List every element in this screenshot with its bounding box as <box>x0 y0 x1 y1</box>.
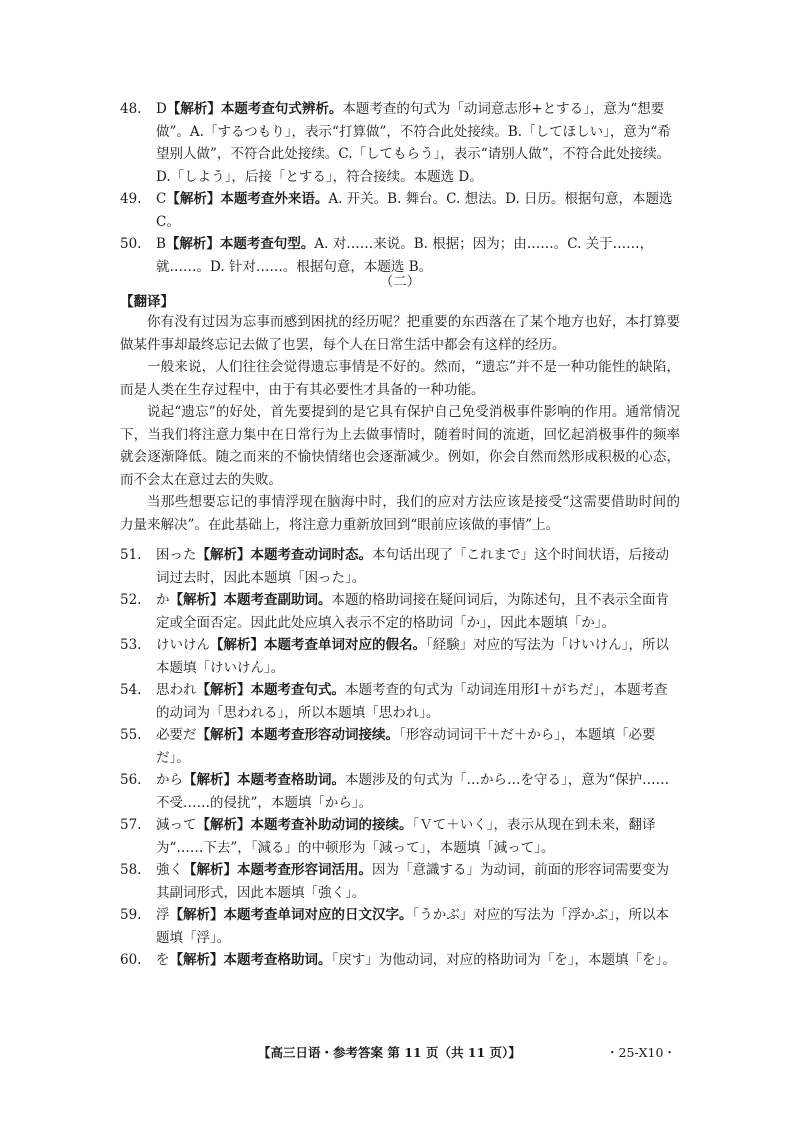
answer-item <box>120 634 680 679</box>
answer-word: 浮 <box>156 907 170 923</box>
footer-page-label: 【高三日语・参考答案 第 11 页（共 11 页）】 <box>258 1045 521 1060</box>
answer-item <box>120 589 680 634</box>
analysis-title: 本题考查形容动词接续。 <box>250 727 399 743</box>
answer-item <box>120 98 680 188</box>
analysis-body: 本题考查的句式为「动词连用形Ⅰ＋がちだ」，本题考查的动词为「思われる」，所以本题填「思われ」。 <box>156 682 668 721</box>
item-number: 49. <box>120 191 142 207</box>
answer-word: 必要だ <box>156 727 197 743</box>
answer-item <box>120 904 680 949</box>
analysis-title: 本题考查单词对应的假名。 <box>264 637 426 653</box>
answer-choice: C <box>156 191 167 207</box>
answer-word: か <box>156 592 170 608</box>
answer-item <box>120 188 680 233</box>
answer-item <box>120 859 680 904</box>
analysis-tag: 【解析】 <box>196 682 251 698</box>
analysis-body: 本题涉及的句式为「…から…を守る」，意为“保护……不受……的侵扰”，本题填「から」。 <box>156 772 670 811</box>
analysis-body: 本句话出现了「これまで」这个时间状语，后接动词过去时，因此本题填「困った」。 <box>156 547 669 586</box>
analysis-tag: 【解析】 <box>169 952 224 968</box>
analysis-title: 本题考查格助词。 <box>237 772 345 788</box>
item-number: 48. <box>120 101 142 117</box>
analysis-tag: 【解析】 <box>165 236 220 252</box>
analysis-title: 本题考查句式辨析。 <box>220 101 343 117</box>
analysis-tag: 【解析】 <box>183 862 237 878</box>
analysis-title: 本题考查动词时态。 <box>250 547 372 563</box>
answer-word: から <box>156 772 183 788</box>
analysis-tag: 【解析】 <box>166 191 221 207</box>
answer-word: けいけん <box>156 637 210 653</box>
item-number: 60. <box>120 952 142 968</box>
analysis-title: 本题考查单词对应的日文汉字。 <box>223 907 413 923</box>
analysis-body: 「うかぶ」对应的写法为「浮かぶ」，所以本题填「浮」。 <box>156 907 669 946</box>
analysis-body: 「Ｖて＋いく」，表示从现在到未来，翻译为“……下去”，「減る」的中顿形为「減って」，本题填「減って」。 <box>156 817 656 856</box>
analysis-body: A. 对……来说。B. 根据；因为；由……。C. 关于……，就……。D. 针对……。根据句意，本题选 B。 <box>156 236 654 275</box>
analysis-body: 因为「意識する」为动词，前面的形容词需要变为其副词形式，因此本题填「強く」。 <box>156 862 669 901</box>
analysis-tag: 【解析】 <box>196 547 251 563</box>
item-number: 54. <box>120 682 142 698</box>
analysis-tag: 【解析】 <box>210 637 264 653</box>
item-number: 51. <box>120 547 142 563</box>
translation-paragraph: 一般来说，人们往往会觉得遗忘事情是不好的。然而，“遗忘”并不是一种功能性的缺陷，而是人类在生存过程中，由于有其必要性才具备的一种功能。 <box>120 359 680 398</box>
analysis-body: 本题考查的句式为「动词意志形+とする」，意为“想要做”。A.「するつもり」，表示“打算做”，不符合此处接续。B.「してほしい」，意为“希望别人做”，不符合此处接续。C.「してもらう」，表示“请别人做”，不符合此处接续。D.「しよう」，后接「とする」，符合接续。本题选 D。 <box>156 101 671 185</box>
translation-paragraph: 当那些想要忘记的事情浮现在脑海中时，我们的应对方法应该是接受“这需要借助时间的力量来解决”。在此基础上，将注意力重新放回到“眼前应该做的事情”上。 <box>120 494 680 533</box>
analysis-tag: 【解析】 <box>183 772 237 788</box>
analysis-body: 「形容动词词干＋だ＋から」，本题填「必要だ」。 <box>156 727 656 766</box>
answer-item <box>120 724 680 769</box>
analysis-title: 本题考查形容词活用。 <box>237 862 372 878</box>
answer-choice: D <box>156 101 167 117</box>
item-number: 50. <box>120 236 142 252</box>
analysis-body: A. 开关。B. 舞台。C. 想法。D. 日历。根据句意，本题选 C。 <box>156 191 673 230</box>
item-number: 59. <box>120 907 142 923</box>
answer-word: 困った <box>156 547 197 563</box>
answer-item <box>120 949 680 972</box>
answer-item <box>120 814 680 859</box>
item-number: 52. <box>120 592 142 608</box>
answer-word: 強く <box>156 862 183 878</box>
answer-word: 減って <box>156 817 197 833</box>
item-number: 56. <box>120 772 142 788</box>
answer-item <box>120 679 680 724</box>
analysis-tag: 【解析】 <box>169 907 224 923</box>
item-number: 55. <box>120 727 142 743</box>
analysis-title: 本题考查副助词。 <box>223 592 332 608</box>
analysis-title: 本题考查外来语。 <box>220 191 329 207</box>
analysis-title: 本题考查句型。 <box>219 236 315 252</box>
section-title: （二） <box>379 274 421 290</box>
answer-item <box>120 544 680 589</box>
answer-word: を <box>156 952 170 968</box>
answers-48-50 <box>120 98 680 278</box>
item-number: 57. <box>120 817 142 833</box>
analysis-body: 本题的格助词接在疑问词后，为陈述句，且不表示全面肯定或全面否定。因此此处应填入表示不定的格助词「か」，因此本题填「か」。 <box>156 592 669 631</box>
answer-choice: B <box>156 236 166 252</box>
analysis-title: 本题考查补助动词的接续。 <box>250 817 413 833</box>
footer-paper-code: ・25-X10・ <box>606 1045 676 1060</box>
analysis-body: 「経験」对应的写法为「けいけん」，所以本题填「けいけん」。 <box>156 637 669 676</box>
analysis-body: 「戻す」为他动词，对应的格助词为「を」，本题填「を」。 <box>331 952 676 968</box>
translation-paragraph: 说起“遗忘”的好处，首先要提到的是它具有保护自己免受消极事件影响的作用。通常情况下，当我们将注意力集中在日常行为上去做事情时，随着时间的流逝，回忆起消极事件的频率就会逐渐降低。随之而来的不愉快情绪也会逐渐减少。例如，你会自然而然形成积极的心态，而不会太在意过去的失败。 <box>120 404 680 488</box>
translation-text <box>120 311 680 536</box>
answer-item <box>120 769 680 814</box>
analysis-tag: 【解析】 <box>169 592 224 608</box>
analysis-tag: 【解析】 <box>196 817 251 833</box>
item-number: 58. <box>120 862 142 878</box>
answer-word: 思われ <box>156 682 197 698</box>
analysis-title: 本题考查格助词。 <box>223 952 332 968</box>
analysis-tag: 【解析】 <box>196 727 251 743</box>
translation-heading: 【翻译】 <box>120 294 174 310</box>
analysis-tag: 【解析】 <box>166 101 221 117</box>
analysis-title: 本题考查句式。 <box>250 682 345 698</box>
translation-paragraph: 你有没有过因为忘事而感到困扰的经历呢？把重要的东西落在了某个地方也好，本打算要做某件事却最终忘记去做了也罢，每个人在日常生活中都会有这样的经历。 <box>120 314 680 353</box>
answers-51-60 <box>120 544 680 972</box>
item-number: 53. <box>120 637 142 653</box>
